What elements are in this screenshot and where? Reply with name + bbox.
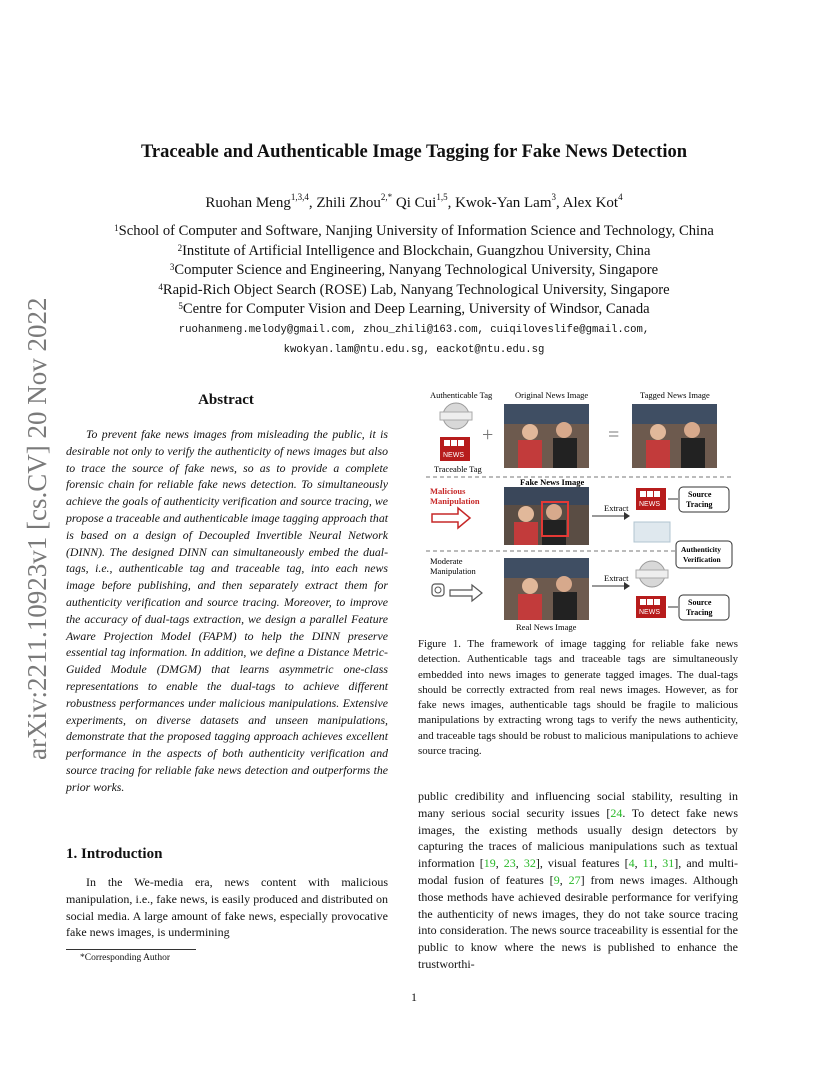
citation-link[interactable]: 31 <box>662 856 675 871</box>
plus-icon: + <box>482 424 494 446</box>
rc-text-2: . To detect fake news images, the existing methods usually design detectors by capturing the traces of malicious manipulations such as textual information [ <box>418 805 738 871</box>
footnote-rule <box>66 949 196 950</box>
bbc-news-text-3: NEWS <box>639 609 660 616</box>
fig-label-real-news: Real News Image <box>516 622 577 632</box>
abstract-text <box>66 426 388 796</box>
rc-text-1: public credibility and influencing social stability, resulting in many serious social security issues <box>418 789 738 820</box>
emails-line-1: ruohanmeng.melody@gmail.com, zhou_zhili@163.com, cuiqiloveslife@gmail.com, <box>178 324 650 336</box>
citation-link[interactable]: 27 <box>568 872 581 887</box>
bbc-news-text: NEWS <box>443 452 464 459</box>
rc-text-4: ], and multi-modal fusion of features [ <box>418 856 739 887</box>
citation-link[interactable]: 23 <box>503 856 516 871</box>
footnote: *Corresponding Author <box>80 953 170 963</box>
original-news-photo <box>504 404 589 468</box>
malicious-arrow-icon <box>432 508 470 528</box>
fig-auth-verif-b: Verification <box>683 555 721 564</box>
fig-auth-verif-a: Authenticity <box>681 545 721 554</box>
intro-text <box>66 874 388 941</box>
camera-icon <box>432 584 444 596</box>
affiliation-line: $^1$School of Computer and Software, Nanjing University of Information Science and Technology, China <box>114 223 714 239</box>
fig-label-original-image: Original News Image <box>515 390 589 400</box>
authenticable-tag-stamp-icon-2 <box>636 561 668 587</box>
framework-diagram <box>418 386 740 634</box>
emails <box>0 320 828 360</box>
affiliation-line: $^3$Computer Science and Engineering, Nanyang Technological University, Singapore <box>169 262 659 278</box>
rc-text-3: ], visual features [ <box>535 856 629 871</box>
fig-source-tracing-1b: Tracing <box>686 500 713 509</box>
abstract-paragraph: To prevent fake news images from misleading the public, it is desirable not only to verify the authenticity of news images but also to trace the source of fake news, so as to provide a complete forensic chain for reliable fake news detection. To simultaneously achieve the goals of authenticity verification and source tracing, we propose a traceable and authenticable image tagging approach that is based on a design of Decoupled Invertible Neural Network (DINN). The designed DINN can simultaneously embed the dual-tags, i.e., authenticable tag and traceable tag, into each news image before publishing, and then separately extract them for authenticity verification and source tracing. Moreover, to improve the accuracy of dual-tags extraction, we design a parallel Feature Aware Projection Model (FAPM) to help the DINN preserve essential tag information. In addition, we define a Distance Metric-Guided Module (DMGM) that learns asymmetric one-class representations to enable the dual-tags to achieve different robustness performances under malicious manipulations. Extensive experiments, on diverse datasets and unseen manipulations, demonstrate that the proposed tagging approach achieves excellent performance in the aspects of both authenticity verification and source tracing for reliable fake news detection and outperforms the prior works. <box>66 427 388 794</box>
fig-source-tracing-2b: Tracing <box>686 608 713 617</box>
affiliation-line: $^2$Institute of Artificial Intelligence and Blockchain, Guangzhou University, China <box>177 242 651 259</box>
page-number: 1 <box>411 990 417 1004</box>
figure-1 <box>418 386 740 634</box>
citation-link[interactable]: 4 <box>628 856 635 871</box>
citation-link[interactable]: 32 <box>523 856 536 871</box>
fig-label-fake-news: Fake News Image <box>520 477 585 487</box>
fig-label-traceable-tag: Traceable Tag <box>434 464 482 474</box>
bbc-news-logo-real <box>636 596 666 618</box>
affiliation-line: $^4$Rapid-Rich Object Search (ROSE) Lab, Nanyang Technological University, Singapore <box>158 281 670 298</box>
arxiv-identifier: arXiv:2211.10923v1 [cs.CV] 20 Nov 2022 <box>22 297 52 760</box>
fig-source-tracing-1a: Source <box>688 490 712 499</box>
citation-link[interactable]: 9 <box>553 872 560 887</box>
paper-title: Traceable and Authenticable Image Tagging for Fake News Detection <box>140 142 688 162</box>
fig-label-moderate: Moderate <box>430 556 463 566</box>
fake-news-photo <box>504 487 589 545</box>
citation-link[interactable]: 11 <box>642 856 655 871</box>
equals-icon: = <box>608 424 620 446</box>
abstract-heading: Abstract <box>198 392 254 408</box>
bbc-news-logo <box>440 437 470 461</box>
fig-source-tracing-2a: Source <box>688 598 712 607</box>
fig-label-manipulation: Manipulation <box>430 496 480 506</box>
figure-caption: Figure 1. The framework of image tagging for reliable fake news detection. Authenticable tags and traceable tags are simultaneously embedded into news images to generate tagged images. The dual-tags should be correctly extracted from real news images. However, as for fake news images, authenticable tags should be fragile to malicious manipulations by extracting wrong tags to verify the news authenticity, and traceable tags should be robust to malicious manipulations to achieve source tracing. <box>418 638 738 758</box>
affiliations <box>0 222 828 320</box>
fig-label-malicious: Malicious <box>430 486 466 496</box>
bbc-news-logo-extracted <box>636 488 666 510</box>
moderate-arrow-icon <box>450 585 482 601</box>
author-list <box>0 192 828 212</box>
tagged-news-photo <box>632 404 717 468</box>
affiliation-line: $^5$Centre for Computer Vision and Deep Learning, University of Windsor, Canada <box>178 301 650 317</box>
citation-link[interactable]: 19 <box>483 856 496 871</box>
right-column-text: public credibility and influencing social stability, resulting in many serious social security issues [24. To detect fake news images, the existing methods usually design detectors by capturing the traces of malicious manipulations such as textual information [19, 23, 32], visual features [4, 11, 31], and multi-modal fusion of features [9, 27] from news images. Although those methods have achieved desirable performance for verifying the authenticity of news images, they do not take source tracing into consideration. The news source traceability is essential for the public to know where the news is published to enhance the trustworthi- <box>418 789 739 971</box>
authors-line: Ruohan Meng$^{1,3,4}$, Zhili Zhou$^{2,*}$ Qi Cui$^{1,5}$, Kwok-Yan Lam$^3$, Alex Kot$^4$ <box>205 192 623 211</box>
fig-label-extract-2: Extract <box>604 573 629 583</box>
authenticable-tag-stamp-icon <box>440 403 472 429</box>
bbc-news-text-2: NEWS <box>639 501 660 508</box>
rc-text-5: ] from news images. Although those methods have achieved desirable performance for verifying the authenticity of news images, they do not take source tracing into consideration. The news source traceability is essential for the public to know where the news is published to enhance the trustworthi- <box>418 872 738 971</box>
fig-label-extract-1: Extract <box>604 503 629 513</box>
fig-label-authenticable-tag: Authenticable Tag <box>430 390 493 400</box>
emails-line-2: kwokyan.lam@ntu.edu.sg, eackot@ntu.edu.sg <box>283 344 545 356</box>
intro-heading: 1. Introduction <box>66 846 163 862</box>
real-news-photo <box>504 558 589 620</box>
citation-link[interactable]: 24 <box>610 805 623 820</box>
fig-label-tagged-image: Tagged News Image <box>640 390 710 400</box>
wrong-tag-noise <box>634 522 670 542</box>
fig-label-manipulation-2: Manipulation <box>430 566 476 576</box>
intro-paragraph: In the We-media era, news content with malicious manipulation, i.e., fake news, is easily produced and distributed on social media. A large amount of fake news, especially provocative fake news images, is undermining <box>66 875 388 940</box>
